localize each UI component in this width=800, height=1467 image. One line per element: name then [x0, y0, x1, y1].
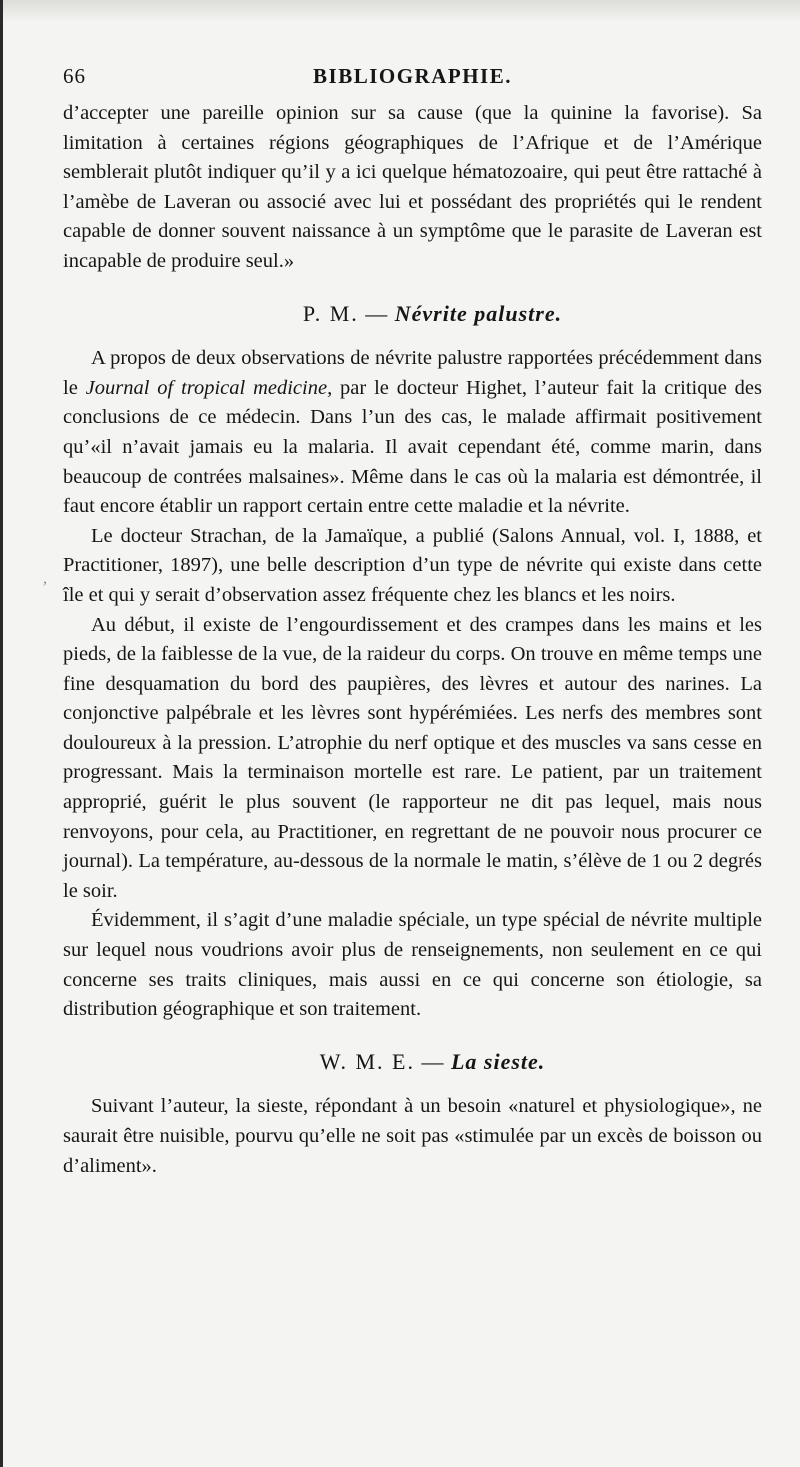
- section-author: W. M. E.: [319, 1048, 415, 1074]
- journal-title: Journal of tropical medicine,: [85, 376, 333, 399]
- paragraph-6: Suivant l’auteur, la sieste, répondant à un besoin «naturel et physiologique», ne saurait être nuisible, pourvu qu’elle ne soit pas «stimulée par un excès de boisson ou d’aliment».: [63, 1095, 762, 1177]
- section-author: P. M.: [302, 300, 359, 326]
- section-heading-nevrite: [63, 299, 762, 329]
- section-dash: —: [414, 1048, 451, 1074]
- running-title: BIBLIOGRAPHIE.: [313, 64, 512, 88]
- body-text: [63, 99, 762, 1181]
- paragraph-1: d’accepter une pareille opinion sur sa cause (que la quinine la favorise). Sa limitation à certaines régions géographiques de l’Afrique et de l’Amérique semblerait plutôt indiquer qu’il y a ici quelque hématozoaire, qui peut être rattaché à l’amèbe de Laveran ou associé avec lui et possédant des propriétés qui le rendent capable de donner souvent naissance à un symptôme que le parasite de Laveran est incapable de produire seul.»: [63, 102, 762, 272]
- paragraph-2: [63, 344, 762, 522]
- paragraph-3: Le docteur Strachan, de la Jamaïque, a publié (Salons Annual, vol. I, 1888, et Practitioner, 1897), une belle description d’un type de névrite qui existe dans cette île et qui y serait d’observation assez fréquente chez les blancs et les noirs.: [63, 524, 762, 606]
- paragraph-2-start: A propos de deux observations de névrite palustre rapportées précédemment dans le: [63, 347, 762, 399]
- margin-mark: ,: [43, 570, 47, 587]
- section-title-text: Névrite palustre.: [394, 300, 563, 326]
- paragraph-4: Au début, il existe de l’engourdissement et des crampes dans les mains et les pieds, de la faiblesse de la vue, de la raideur du corps. On trouve en même temps une fine desquamation du bord des paupières, des lèvres et autour des narines. La conjonctive palpébrale et les lèvres sont hypérémiées. Les nerfs des membres sont douloureux à la pression. L’atrophie du nerf optique et des muscles va sans cesse en progressant. Mais la terminaison mortelle est rare. Le patient, par un traitement approprié, guérit le plus souvent (le rapporteur ne dit pas lequel, mais nous renvoyons, pour cela, au Practitioner, en regrettant de ne pouvoir nous procurer ce journal). La température, au-dessous de la normale le matin, s’élève de 1 ou 2 degrés le soir.: [63, 613, 762, 902]
- paragraph-2-end: par le docteur Highet, l’auteur fait la critique des conclusions de ce médecin. Dans l’un des cas, le malade affirmait positivement qu’«il n’avait jamais eu la malaria. Il avait cependant été, comme marin, dans beaucoup de contrées malsaines». Même dans le cas où la malaria est démontrée, il faut encore établir un rapport certain entre cette maladie et la névrite.: [63, 376, 763, 518]
- page-number: 66: [63, 64, 86, 88]
- section-dash: —: [358, 300, 395, 326]
- page-header: [63, 64, 762, 92]
- paragraph-5: Évidemment, il s’agit d’une maladie spéciale, un type spécial de névrite multiple sur lequel nous voudrions avoir plus de renseignements, non seulement en ce qui concerne ses traits cliniques, mais aussi en ce qui concerne son étiologie, sa distribution géographique et son traitement.: [63, 909, 762, 1021]
- section-title-text: La sieste.: [450, 1048, 546, 1074]
- section-heading-sieste: [63, 1047, 762, 1077]
